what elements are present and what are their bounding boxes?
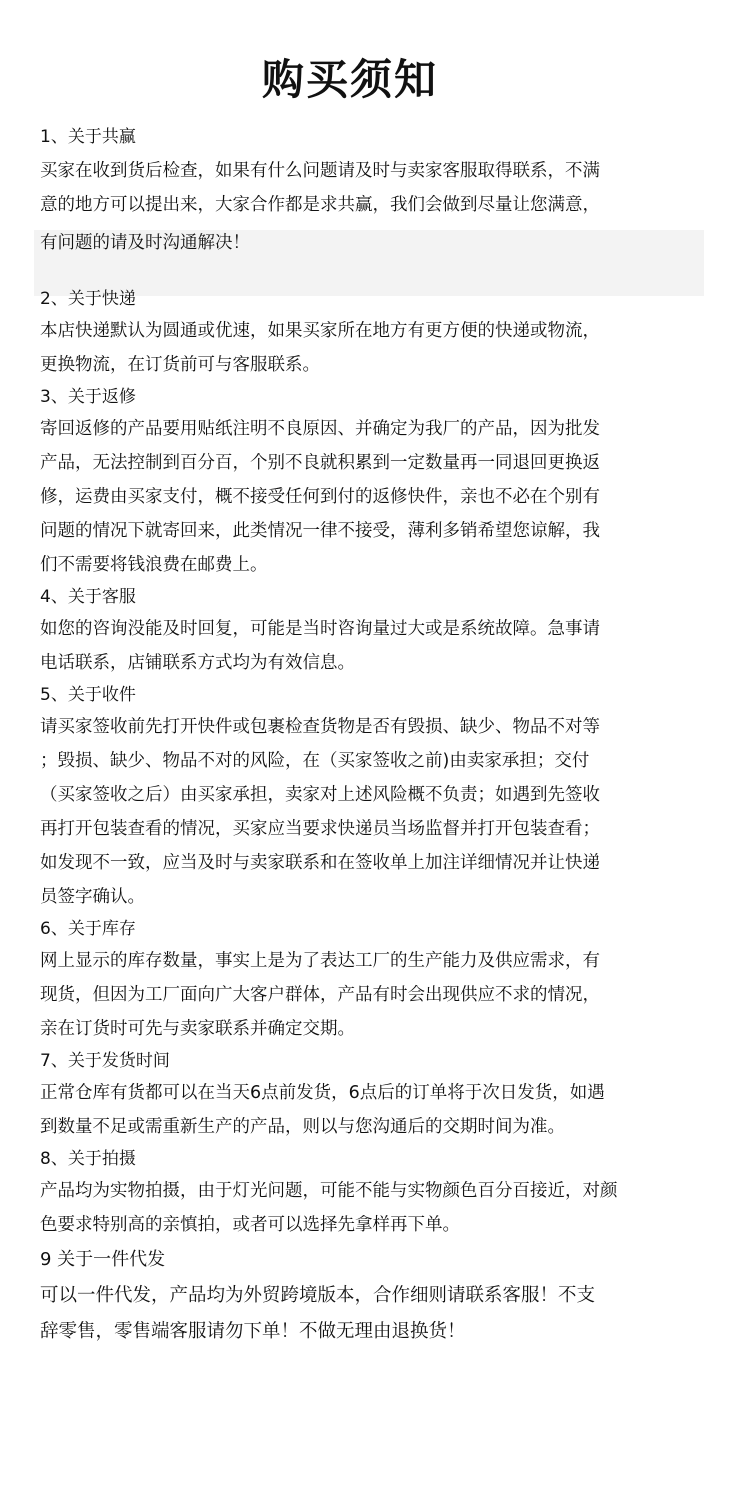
text-line: 请买家签收前先打开快件或包裹检查货物是否有毁损、缺少、物品不对等: [40, 717, 600, 737]
text-line: 更换物流，在订货前可与客服联系。: [40, 355, 320, 375]
text-line: 本店快递默认为圆通或优速，如果买家所在地方有更方便的快递或物流，: [40, 321, 600, 341]
text-line: 可以一件代发，产品均为外贸跨境版本，合作细则请联系客服！不支: [40, 1285, 596, 1306]
page-title: 购买须知: [261, 55, 438, 104]
section-photography: [40, 1144, 710, 1242]
text-line: 电话联系，店铺联系方式均为有效信息。: [40, 653, 355, 673]
section-heading: 7、关于发货时间: [40, 1051, 170, 1071]
text-line: 修，运费由买家支付，概不接受任何到付的返修快件，亲也不必在个别有: [40, 487, 600, 507]
section-body: [40, 1174, 710, 1242]
text-line: 寄回返修的产品要用贴纸注明不良原因、并确定为我厂的产品，因为批发: [40, 419, 600, 439]
section-body: [40, 154, 710, 260]
text-line: 问题的情况下就寄回来，此类情况一律不接受，薄利多销希望您谅解，我: [40, 521, 600, 541]
section-inventory: [40, 914, 710, 1046]
text-line: 再打开包装查看的情况，买家应当要求快递员当场监督并打开包装查看；: [40, 819, 600, 839]
section-body: [40, 1076, 710, 1144]
section-receiving: [40, 680, 710, 914]
text-line: 有问题的请及时沟通解决！: [40, 233, 250, 253]
text-line: 买家在收到货后检查，如果有什么问题请及时与卖家客服取得联系，不满: [40, 161, 600, 181]
text-line: 色要求特别高的亲慎拍，或者可以选择先拿样再下单。: [40, 1215, 460, 1235]
section-win-win: [40, 122, 710, 260]
text-line: 亲在订货时可先与卖家联系并确定交期。: [40, 1019, 355, 1039]
section-body: [40, 1278, 710, 1350]
section-body: [40, 314, 710, 382]
section-heading: 6、关于库存: [40, 919, 136, 939]
text-line: 现货，但因为工厂面向广大客户群体，产品有时会出现供应不求的情况，: [40, 985, 600, 1005]
section-body: [40, 710, 710, 914]
text-line: 辞零售，零售端客服请勿下单！不做无理由退换货！: [40, 1321, 466, 1342]
section-heading: 8、关于拍摄: [40, 1149, 136, 1169]
text-line: 员签字确认。: [40, 887, 145, 907]
section-body: [40, 412, 710, 582]
text-line: ；毁损、缺少、物品不对的风险，在（买家签收之前)由卖家承担；交付: [40, 751, 590, 771]
text-line: （买家签收之后）由买家承担，卖家对上述风险概不负责；如遇到先签收: [40, 785, 600, 805]
text-line: 网上显示的库存数量，事实上是为了表达工厂的生产能力及供应需求，有: [40, 951, 600, 971]
notice-content: [40, 122, 710, 1350]
text-line: 到数量不足或需重新生产的产品，则以与您沟通后的交期时间为准。: [40, 1117, 565, 1137]
text-line: 产品，无法控制到百分百，个别不良就积累到一定数量再一同退回更换返: [40, 453, 600, 473]
section-express: [40, 284, 710, 382]
section-heading: 2、关于快递: [40, 289, 136, 309]
section-heading: 3、关于返修: [40, 387, 136, 407]
section-body: [40, 944, 710, 1046]
section-shipping-time: [40, 1046, 710, 1144]
text-line: 意的地方可以提出来，大家合作都是求共赢，我们会做到尽量让您满意，: [40, 195, 600, 215]
text-line: 产品均为实物拍摄，由于灯光问题，可能不能与实物颜色百分百接近，对颜: [40, 1181, 618, 1201]
section-heading: 5、关于收件: [40, 685, 136, 705]
text-line: 如发现不一致，应当及时与卖家联系和在签收单上加注详细情况并让快递: [40, 853, 600, 873]
text-line: 如您的咨询没能及时回复，可能是当时咨询量过大或是系统故障。急事请: [40, 619, 600, 639]
text-line: 们不需要将钱浪费在邮费上。: [40, 555, 268, 575]
section-body: [40, 612, 710, 680]
section-heading: 4、关于客服: [40, 587, 136, 607]
section-heading: 1、关于共赢: [40, 127, 136, 147]
section-repair: [40, 382, 710, 582]
section-customer-service: [40, 582, 710, 680]
text-line: 正常仓库有货都可以在当天6点前发货，6点后的订单将于次日发货，如遇: [40, 1083, 605, 1103]
section-heading: 9 关于一件代发: [40, 1249, 166, 1270]
section-dropshipping: [40, 1242, 710, 1350]
